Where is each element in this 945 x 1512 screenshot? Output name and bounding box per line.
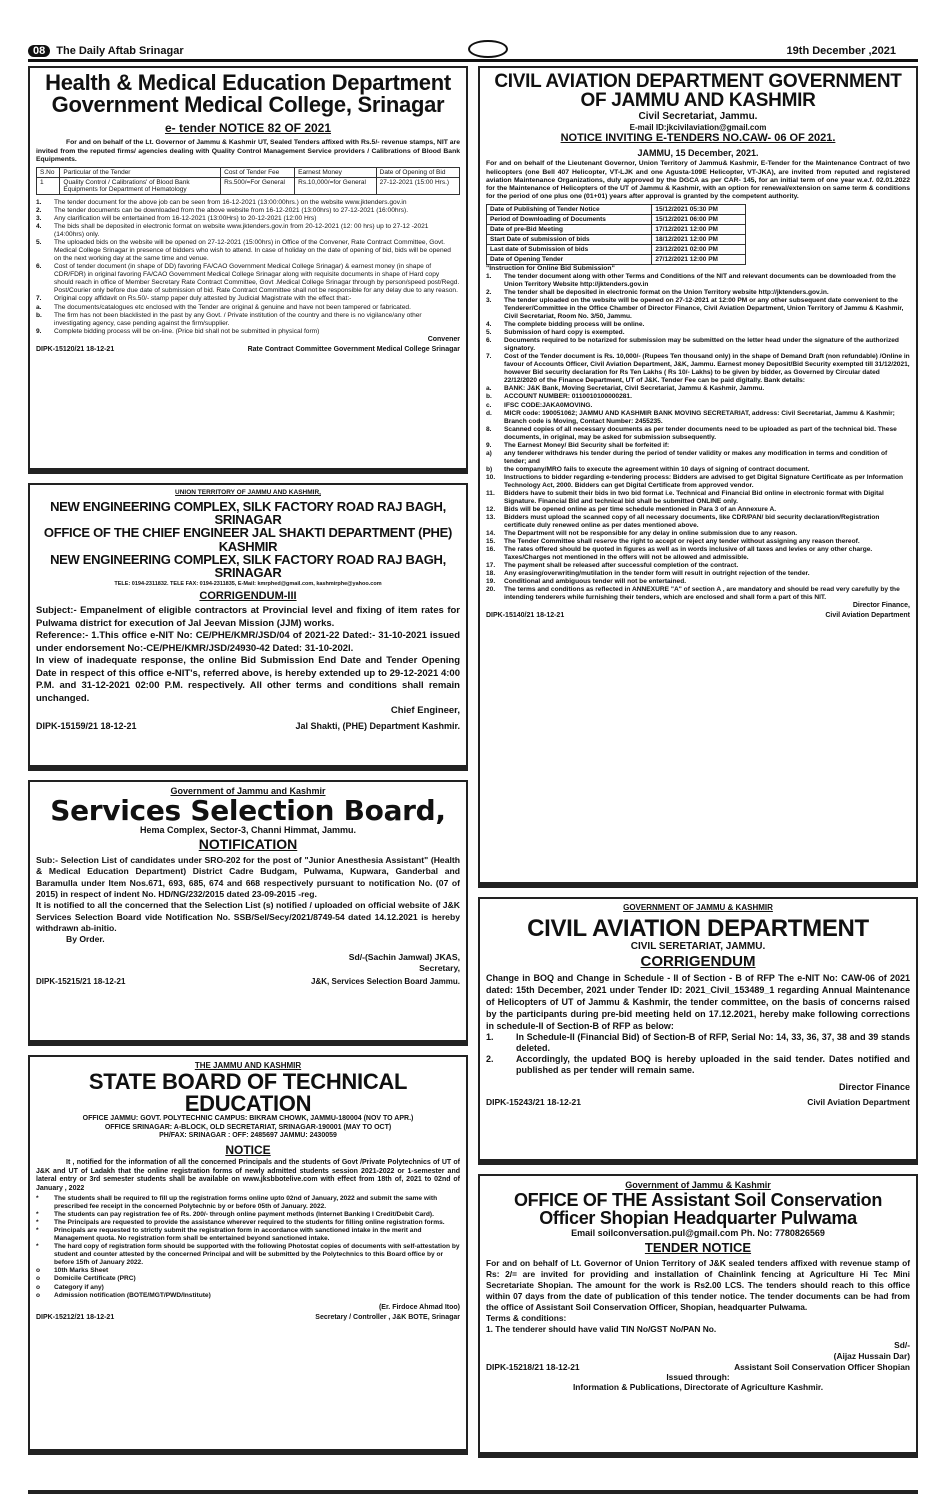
list-item: b. ACCOUNT NUMBER: 0110010100000281. xyxy=(486,393,632,401)
dipk-number: DIPK-15159/21 18-12-21 xyxy=(36,720,137,731)
list-item: 3. The tender uploaded on the website will be opened on 27-12-2021 at 12:00 PM or any other subsequent date convenient to the Tenderer/Committee in the Office Chamber of Director Finance, Civil Aviation Department, Union Territory of Jammu & Kashmir, Civil Secretariat, Room No. 3/50, Jammu. xyxy=(486,297,904,321)
subject: Subject:- Empanelment of eligible contractors at Provincial level and fixing of item rates for Pulwama district for execution of Jal Jeevan Mission (JJM) works. xyxy=(36,605,460,629)
ad-title: Health & Medical Education Department xyxy=(45,70,451,95)
list-item: a. BANK: J&K Bank, Moving Secretariat, Civil Secretariat, Jammu & Kashmir, Jammu. xyxy=(486,385,765,393)
table-row: Date of Publishing of Tender Notice 15/12/2021 05:30 PM xyxy=(487,204,746,214)
list-item: 20. The terms and conditions as reflected in ANNEXURE "A" of section A , are mandatory and should be read very carefully by the intending tenderers while furnishing their tenders, which are enclosed and shall form a part of this NIT. xyxy=(486,586,900,602)
ad-footer xyxy=(36,977,460,986)
signatory: Director Finance xyxy=(838,1082,910,1093)
instructions-list xyxy=(486,273,910,602)
issuer: Assistant Soil Conservation Officer Shopian xyxy=(734,1361,910,1372)
corrigendum-title: CORRIGENDUM-III xyxy=(199,589,297,602)
table-row: Period of Downloading of Documents 15/12/2021 06:00 PM xyxy=(487,214,746,224)
list-item: 11. Bidders have to submit their bids in two bid format i.e. Technical and Financial Bid online in electronic format with Digital Signature. Financial Bid and technical bid shall be submitted ONLINE only. xyxy=(486,489,884,505)
ad-footer xyxy=(36,346,460,353)
notice-number: e- tender NOTICE 82 OF 2021 xyxy=(164,120,332,135)
instructions-list xyxy=(36,1195,460,1299)
list-item: 3. Any clarification will be entertained from 16-12-2021 (13:00Hrs) to 20-12-2021 (12:00 Hrs) xyxy=(36,215,317,223)
body-text: Change in BOQ and Change in Schedule - II of Section - B of RFP The e-NIT No: CAW-06 of 2021 dated: 15th December, 2021 under Tender ID: 2021_Civil_153489_1 regarding Annual Maintenance of Helicopters of UT of Jammu & Kashmir, the tender committee, on the basis of concerns raised by the participants during pre-bid meeting held on 17.12.2021, hereby make following corrections in schedule-II of Section-B of RFP as below: xyxy=(486,973,910,1031)
ad-title: STATE BOARD OF TECHNICAL EDUCATION xyxy=(88,1068,408,1117)
secretariat: CIVIL SERETARIAT, JAMMU. xyxy=(630,941,766,953)
table-header: Date of Opening of Bid xyxy=(376,168,459,178)
ad-title: OF JAMMU AND KASHMIR xyxy=(580,90,816,112)
gmc-tender-ad xyxy=(28,66,468,474)
list-item: 4. The bids shall be deposited in electronic format on website www.jktenders.gov.in from 20-12-2021 (12: 00 hrs) up to 27-12 -2021 (14:00hrs) only. xyxy=(36,223,429,239)
list-item: 6. Documents required to be notarized for submission may be submitted on the letter head under the signature of the authorized signatory. xyxy=(486,337,899,353)
contact-line: TELE: 0194-2311832. TELE FAX: 0194-2311835, E-Mail: kmrphed@gmail.com, kashmirphe@yahoo.com xyxy=(114,581,382,588)
list-item: * The Principals are requested to provide the assistance wherever required to the students for filling online registration forms. xyxy=(36,1219,445,1227)
list-item: 1. The tender document for the above job can be seen from 16-12-2021 (13:00:00hrs.) on the website www.jktenders.gov.in xyxy=(36,199,407,207)
list-item: 16. The rates offered should be quoted in figures as well as in words inclusive of all taxes and levies or any other charge. Taxes/Charges not mentioned in the offers will not be allowed and admissible. xyxy=(486,546,873,562)
table-cell: Rs.500/=For General xyxy=(221,178,295,195)
ad-title: CIVIL AVIATION DEPARTMENT GOVERNMENT xyxy=(494,71,902,92)
tender-table xyxy=(36,167,460,195)
list-item: 7. Original copy affidavit on Rs.50/- stamp paper duly attested by Judicial Magistrate with the effect that:- xyxy=(36,295,352,303)
secretariat: Civil Secretariat, Jammu. xyxy=(638,110,758,122)
intro: For and on behalf of the Lieutenant Governor, Union Territory of Jammu& Kashmir, E-Tender for the Maintenance Contract of two helicopters (one Bell 407 Helicopter, VT-LJK and one Agusta-109E Helicopter, VT-JKA), are invited from reputed and registered aviation Maintenance Organizations, duly approved by the DGCA as per CAR- 145, for an initial term of one year w.e.f. 02.01.2022 for the Maintenance of Helicopters of the UT of Jammu & Kashmir, with an option for renewal/extension on same term & conditions for the period of one plus one (01+01) years after approval is granted by the competent authority. xyxy=(486,160,910,201)
ad-title: CIVIL AVIATION DEPARTMENT xyxy=(527,914,869,942)
table-cell: Quality Control / Calibrations' of Blood Bank Equipments for Department of Hematology xyxy=(60,178,221,195)
address: Hema Complex, Sector-3, Channi Himmat, Jammu. xyxy=(139,825,357,836)
table-header: Cost of Tender Fee xyxy=(221,168,295,178)
reference: Reference:- 1.This office e-NIT No: CE/PHE/KMR/JSD/04 of 2021-22 Dated:- 31-10-2021 issued under endorsement No:-CE/PHE/KMR/JSD/24930-42 Dated: 31-10-202l. xyxy=(36,630,460,654)
nit-date: JAMMU, 15 December, 2021. xyxy=(637,147,759,158)
jal-shakti-corrigendum-ad xyxy=(28,483,468,771)
list-item: 8. Scanned copies of all necessary documents as per tender documents need to be uploaded as part of the technical bid. These documents, in original, may be asked for submission subsequently. xyxy=(486,425,897,441)
page-header xyxy=(28,42,918,62)
list-item: o Admission notification (BOTE/MGT/PWD/Institute) xyxy=(36,1291,211,1299)
newspaper-logo-icon xyxy=(468,40,508,58)
civil-aviation-nit-ad xyxy=(478,66,918,888)
sd-line: Sd/- xyxy=(894,1339,910,1350)
corrigendum-title: CORRIGENDUM xyxy=(640,953,756,971)
dipk-number: DIPK-15212/21 18-12-21 xyxy=(36,1313,115,1321)
terms-list xyxy=(36,199,460,336)
issued-through: Issued through: xyxy=(666,1371,730,1382)
list-item: 5. The uploaded bids on the website will be opened on 27-12-2021 (15:00hrs) in Office of the Convener, Rate Contract Committee, Govt. Medical College Srinagar in presence of bidders who wish to attend. In case of holiday on the date of opening of bid, bids will be opened on the next working day at the same time and venue. xyxy=(36,239,451,263)
office-srinagar: OFFICE SRINAGAR: A-BLOCK, OLD SECRETARIAT, SRINAGAR-190001 (MAY TO OCT) xyxy=(104,1123,392,1131)
list-item: b. The firm has not been blacklisted in the past by any Govt. / Private institution of the country and there is no vigilance/any other investigating agency, case pending against the firm/supplier. xyxy=(36,311,422,327)
tender-notice-title: TENDER NOTICE xyxy=(644,1240,752,1256)
gov-line: GOVERNMENT OF JAMMU & KASHMIR xyxy=(623,903,773,912)
dipk-number: DIPK-15243/21 18-12-21 xyxy=(486,1097,581,1108)
list-item: 2. The tender shall be deposited in electronic format on the Union Territory website http://jktenders.gov.in. xyxy=(486,289,829,297)
list-item: 12. Bids will be opened online as per time schedule mentioned in Para 3 of an Annexure A. xyxy=(486,505,777,513)
dipk-number: DIPK-15215/21 18-12-21 xyxy=(36,977,126,987)
dipk-number: DIPK-15218/21 18-12-21 xyxy=(486,1361,580,1372)
ssb-notification-ad xyxy=(28,780,468,1046)
list-item: 14. The Department will not be responsible for any delay in online submission due to any reason. xyxy=(486,530,798,538)
list-item: 1. The tender document along with other Terms and Conditions of the NIT and relevant documents can be downloaded from the Union Territory Website http://jktenders.gov.in xyxy=(486,273,896,289)
ad-footer xyxy=(36,1314,460,1321)
directorate: Information & Publications, Directorate of Agriculture Kashmir. xyxy=(572,1381,824,1392)
signatory: (Aijaz Hussain Dar) xyxy=(833,1350,910,1361)
gov-line: Government of Jammu & Kashmir xyxy=(625,1180,771,1190)
intro: It , notified for the information of all the concerned Principals and the students of Govt /Private Polytechnics of UT of J&K and UT of Ladakh that the online registration forms of newly admitted students session 2021-2022 or 1-semester and lateral entry or 3rd semester students shall be available on www.jksbbotelive.com with effect from 18th of, 2021 to 02nd of January , 2022 xyxy=(36,1159,460,1192)
newspaper-name: The Daily Aftab Srinagar xyxy=(56,44,184,57)
bottom-rule xyxy=(28,1490,918,1494)
terms-heading: Terms & conditions: xyxy=(486,1313,567,1324)
list-item: 6. Cost of tender document (in shape of DD) favoring FA/CAO Government Medical College Srinagar) & earnest money (in shape of CDR/FDR) in original favoring FA/CAO Government Medical College Srinagar along with requisite documents in shape of Hard copy should reach in office of Member Secretary Rate Contract Committee, Govt .Medical College Srinagar through by person/speed post/Regd. Post/Courier only before due date of submission of bid. Rate Contract Committee shall not be responsible for any delay due to any reason. xyxy=(36,263,460,295)
list-item: o Category if any) xyxy=(36,1283,104,1291)
body-text: It is notified to all the concerned that the Selection List (s) notified / uploaded on official website of J&K Services Selection Board vide Notification No. SSB/Sel/Secy/2021/8749-54 dated 14.12.2021 is hereby withdrawn ab-initio. xyxy=(36,900,460,933)
list-item: 15. The Tender Committee shall reserve the right to accept or reject any tender without assigning any reason thereof. xyxy=(486,538,860,546)
list-item: 7. Cost of the Tender document is Rs. 10,000/- (Rupees Ten thousand only) in the shape of Demand Draft (non refundable) /Online in favour of Accounts Officer, Civil Aviation Department, J&K, Jammu. Earnest money Deposit/Bid Security exempted till 31/12/2021, however Bid security declaration for Rs Ten Lakhs ( Rs 10/- Lakhs) to be given by bidder, as Governed by Circular dated 22/12/2020 of the Finance Department, UT of J&K. Tender Fee can be paid digitally. Bank details: xyxy=(486,353,910,385)
list-item: 13. Bidders must upload the scanned copy of all necessary documents, like CDR/PAN/ bid security declaration/Registration certificate duly renewed online as per dates mentioned above. xyxy=(486,513,880,529)
civil-aviation-corrigendum-ad xyxy=(478,897,918,1165)
table-row: Start Date of submission of bids 18/12/2021 12:00 PM xyxy=(487,234,746,244)
list-item: b) the company/MRO fails to execute the agreement within 10 days of signing of contract document. xyxy=(486,465,810,473)
dipk-number: DIPK-15140/21 18-12-21 xyxy=(486,612,565,620)
by-order: By Order. xyxy=(66,934,105,945)
table-header: Earnest Money xyxy=(295,168,377,178)
table-row: Date of Opening Tender 27/12/2021 12:00 PM xyxy=(487,254,746,264)
body-text: For and on behalf of Lt. Governor of Union Territory of J&K sealed tenders affixed with revenue stamp of Rs: 2/= are invited for providing and installation of Chainlink fencing at Agriculture Hi Tec Mini Secretariate Shopian. The amount for the work is Rs2.00 LCS. The tenders should reach to this office within 07 days from the date of publication of this tender notice. The tender documents can be had from the office of Assistant Soil Conservation Officer, Shopian, headquarter Pulwama. xyxy=(486,1257,910,1313)
list-item: 2. The tender documents can be downloaded from the above website from 16-12-2021 (13:00hrs) to 27-12-2021 (16:00hrs). xyxy=(36,207,409,215)
term-item: 1. The tenderer should have valid TIN No/GST No/PAN No. xyxy=(486,1324,717,1335)
issuer: Civil Aviation Department xyxy=(825,612,910,620)
gov-line: THE JAMMU AND KASHMIR xyxy=(194,1061,302,1070)
table-header: S.No xyxy=(37,168,60,178)
designation: Secretary, xyxy=(419,963,460,974)
list-item: 9. Complete bidding process will be on-line. (Price bid shall not be submitted in physical form) xyxy=(36,327,320,335)
notice-title: NOTICE xyxy=(225,1142,271,1157)
table-cell: 1 xyxy=(37,178,60,195)
office-jammu: OFFICE JAMMU: GOVT. POLYTECHNIC CAMPUS: BIKRAM CHOWK, JAMMU-180004 (NOV TO APR.) xyxy=(82,1115,414,1123)
nit-title: NOTICE INVITING E-TENDERS NO.CAW- 06 OF 2021. xyxy=(560,132,836,145)
ad-title: Officer Shopian Headquarter Pulwama xyxy=(539,1208,857,1229)
ad-title: Services Selection Board, xyxy=(50,793,446,827)
table-row: Last date of Submission of bids 23/12/2021 02:00 PM xyxy=(487,244,746,254)
list-item: 4. The complete bidding process will be online. xyxy=(486,321,645,329)
list-item: * The students can pay registration fee of Rs. 200/- through online payment methods (Internet Banking I Credit/Debit Card). xyxy=(36,1211,434,1219)
signatory: Chief Engineer, xyxy=(390,705,460,717)
sbote-notice-ad xyxy=(28,1055,468,1455)
signatory: Director Finance, xyxy=(852,602,910,610)
ad-footer xyxy=(486,612,910,619)
ad-footer xyxy=(486,1097,910,1107)
dipk-number: DIPK-15120/21 18-12-21 xyxy=(36,345,115,353)
body-text: In view of inadequate response, the online Bid Submission End Date and Tender Opening Date in respect of this office e-NIT's, referred above, is hereby extended up to 29-12-2021 4:00 P.M. and 31-12-2021 02:00 P.M. respectively. All other terms and conditions shall remain unchanged. xyxy=(36,655,460,704)
issuer: Secretary / Controller , J&K BOTE, Srinagar xyxy=(315,1313,460,1321)
subject: Sub:- Selection List of candidates under SRO-202 for the post of "Junior Anesthesia Assistant" (Health & Medical Education Department) District Cadre Budgam, Pulwama, Kupwara, Ganderbal and Baramulla under Item Nos.671, 693, 685, 674 and 668 respectively pursuant to notification No. (07 of 2015) in respect of indent No. HD/NG/232/2015 dated 23-09-2015 -reg. xyxy=(36,854,460,899)
list-item: o Domicile Certificate (PRC) xyxy=(36,1275,136,1283)
gov-line: Government of Jammu and Kashmir xyxy=(170,786,326,796)
list-item: 19. Conditional and ambiguous tender will not be entertained. xyxy=(486,578,687,586)
list-item: d. MICR code: 190051062; JAMMU AND KASHMIR BANK MOVING SECRETARIAT, address: Civil Secretariat, Jammu & Kashmir; Branch code is Moving, Contact Number: 2455235. xyxy=(486,409,895,425)
issuer: Civil Aviation Department xyxy=(807,1097,910,1108)
issuer: Rate Contract Committee Government Medical College Srinagar xyxy=(247,345,460,353)
list-item: 2. Accordingly, the updated BOQ is hereby uploaded in the said tender. Dates notified and published as per tender will remain same. xyxy=(486,1054,910,1076)
list-item: 17. The payment shall be released after successful completion of the contract. xyxy=(486,562,739,570)
notification-title: NOTIFICATION xyxy=(198,836,298,853)
signatory: (Er. Firdoce Ahmad Itoo) xyxy=(378,1303,460,1311)
ad-title: NEW ENGINEERING COMPLEX, SILK FACTORY ROAD RAJ BAGH, SRINAGAR xyxy=(50,498,446,528)
issuer: J&K, Services Selection Board Jammu. xyxy=(311,977,460,987)
ad-title: OFFICE OF THE Assistant Soil Conservation xyxy=(513,1189,883,1210)
issuer: Jal Shakti, (PHE) Department Kashmir. xyxy=(295,720,460,731)
ut-line: UNION TERRITORY OF JAMMU AND KASHMIR, xyxy=(175,489,321,496)
signatory: Convener xyxy=(427,335,460,343)
signatory: Sd/-(Sachin Jamwal) JKAS, xyxy=(348,951,460,962)
ad-title: Government Medical College, Srinagar xyxy=(51,92,445,118)
list-item: a. The documents/catalogues etc enclosed with the Tender are original & genuine and have not been tampered or fabricated. xyxy=(36,303,411,311)
list-item: 18. Any erasing/overwriting/mutilation in the tender form will result in outright rejection of the tender. xyxy=(486,570,810,578)
ad-title: NEW ENGINEERING COMPLEX, SILK FACTORY ROAD RAJ BAGH, SRINAGAR xyxy=(50,551,446,581)
list-item: o 10th Marks Sheet xyxy=(36,1267,109,1275)
intro: For and on behalf of the Lt. Governor of Jammu & Kashmir UT, Sealed Tenders affixed with Rs.5/- revenue stamps, NIT are invited from the reputed firms/ agencies dealing with Quality Control Management Service providers / Calibrations of Blood Bank Equipments. xyxy=(36,139,460,163)
table-cell: Rs.10,000/=for General xyxy=(295,178,377,195)
phone-fax: PH/FAX: SRINAGAR : OFF: 2485697 JAMMU: 2430059 xyxy=(159,1132,337,1140)
header-date: 19th December ,2021 xyxy=(786,44,896,57)
right-column xyxy=(478,66,918,1467)
instruction-heading: "Instruction for Online Bid Submission" xyxy=(486,264,615,272)
ad-footer xyxy=(486,1362,910,1372)
page-number: 08 xyxy=(28,45,50,57)
list-item: * Principals are requested to strictly submit the registration form in accordance with sanctioned intake in the merit and Management quota. No registration form shall be entertained beyond sanctioned intake. xyxy=(36,1227,422,1243)
table-cell: 27-12-2021 (15:00 Hrs.) xyxy=(376,178,459,195)
ad-title: OFFICE OF THE CHIEF ENGINEER JAL SHAKTI DEPARTMENT (PHE) KASHMIR xyxy=(43,525,453,554)
list-item: 5. Submission of hard copy is exempted. xyxy=(486,329,625,337)
table-row: Date of pre-Bid Meeting 17/12/2021 12:00 PM xyxy=(487,224,746,234)
email: Email soilconversation.pul@gmail.com Ph. No: 7780826569 xyxy=(571,1227,825,1238)
list-item: 1. In Schedule-II (Financial Bid) of Section-B of RFP, Serial No: 14, 33, 36, 37, 38 and 39 stands deleted. xyxy=(486,1032,910,1054)
list-item: c. IFSC CODE:JAKA0MOVING. xyxy=(486,401,593,409)
list-item: * The hard copy of registration form should be supported with the following Photostat copies of documents with self-attestation by student and counter attested by the concerned Principal and will be submitted by the Polytechnics to this Board office by or before 15fh of January 2022. xyxy=(36,1243,460,1267)
list-item: a) any tenderer withdraws his tender during the period of tender validity or makes any modification in terms and condition of tender; and xyxy=(486,449,888,465)
soil-conservation-tender-ad xyxy=(478,1174,918,1458)
left-column xyxy=(28,66,468,1464)
list-item: 10. Instructions to bidder regarding e-tendering process: Bidders are advised to get Digital Signature Certificate as per Information Technology Act, 2000. Bidders can get Digital Certificate from approved vendor. xyxy=(486,473,903,489)
schedule-table xyxy=(486,204,746,265)
ad-footer xyxy=(36,721,460,731)
list-item: 9. The Earnest Money/ Bid Security shall be forfeited if: xyxy=(486,441,670,449)
table-header: Particular of the Tender xyxy=(60,168,221,178)
list-item: * The students shall be required to fill up the registration forms online upto 02nd of January, 2022 and submit the same with prescribed fee receipt in the concerned Polytechnic by or before 05th of January. 2022. xyxy=(36,1195,438,1211)
email: E-mail ID:jkcivilaviation@gmail.com xyxy=(629,122,767,132)
